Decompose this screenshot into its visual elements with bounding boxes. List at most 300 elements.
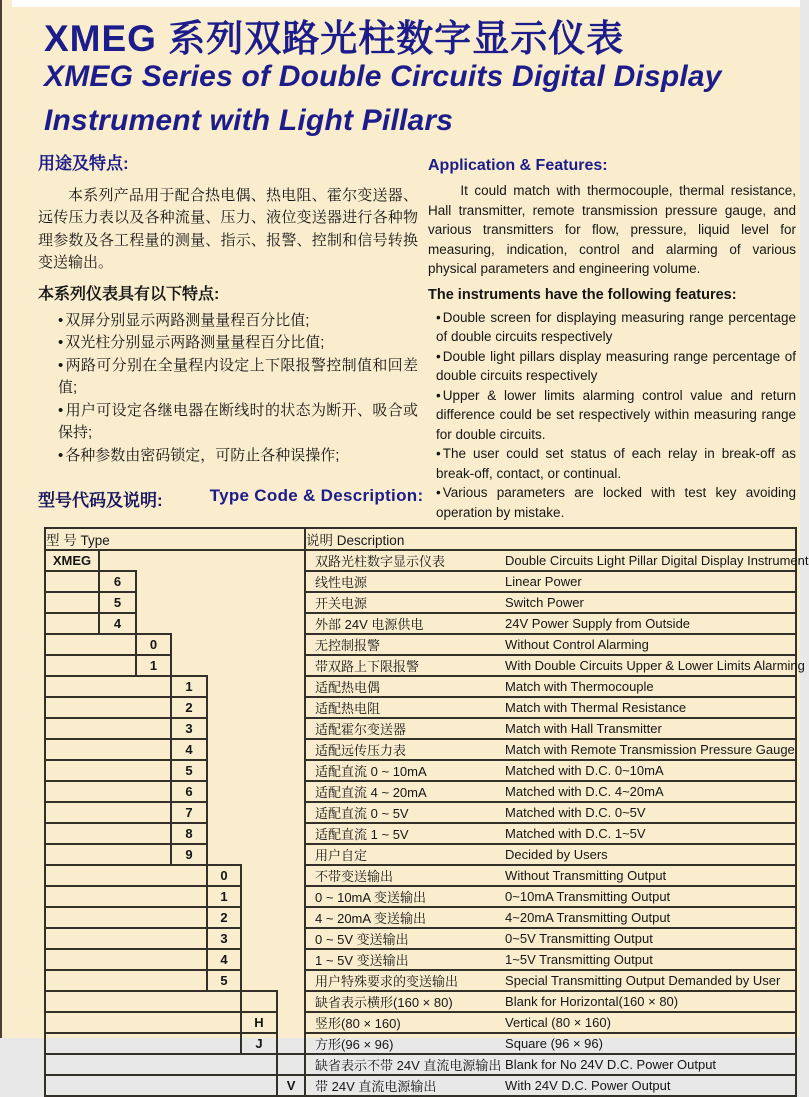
code-cell: [45, 823, 99, 844]
code-cell: [136, 844, 171, 865]
code-cell: [136, 1033, 171, 1054]
code-cell: [277, 676, 305, 697]
code-cell: [99, 1075, 136, 1096]
table-row: [45, 1012, 796, 1033]
code-cell: [136, 928, 171, 949]
bullet-icon: •: [58, 334, 64, 352]
code-cell: [136, 886, 171, 907]
feature-item: [428, 386, 796, 445]
code-cell: [99, 928, 136, 949]
code-cell: 4: [207, 949, 241, 970]
code-cell: [207, 676, 241, 697]
code-cell: [136, 1075, 171, 1096]
description-zh-cell: 适配直流 1 ~ 5V: [305, 823, 501, 844]
code-cell: [171, 886, 207, 907]
feature-item: [38, 355, 418, 400]
code-cell: [99, 844, 136, 865]
bullet-icon: •: [58, 401, 64, 419]
code-cell: [45, 1033, 99, 1054]
table-row: [45, 676, 796, 697]
application-paragraph-en: It could match with thermocouple, thermal resistance, Hall transmitter, remote transmission pressure gauge, and various transmitters for flow, pressure, liquid level for measuring, indication, control and alarming of various physical parameters and engineering volume.: [428, 183, 796, 277]
code-cell: [171, 907, 207, 928]
code-cell: [45, 592, 99, 613]
code-cell: [277, 907, 305, 928]
code-cell: [277, 634, 305, 655]
code-cell: [207, 571, 241, 592]
code-cell: [45, 886, 99, 907]
table-row: [45, 1033, 796, 1054]
table-row: [45, 865, 796, 886]
section-heading-zh: 用途及特点:: [38, 154, 129, 173]
code-cell: [171, 949, 207, 970]
code-cell: [99, 823, 136, 844]
code-cell: [277, 823, 305, 844]
table-row: [45, 1075, 796, 1096]
code-cell: [45, 739, 99, 760]
code-cell: [171, 1033, 207, 1054]
description-en-cell: Blank for Horizontal(160 × 80): [501, 991, 796, 1012]
code-cell: 1: [136, 655, 171, 676]
code-cell: [99, 1012, 136, 1033]
description-zh-cell: 适配直流 4 ~ 20mA: [305, 781, 501, 802]
code-cell: [207, 760, 241, 781]
code-cell: [277, 844, 305, 865]
description-en-cell: 24V Power Supply from Outside: [501, 613, 796, 634]
description-en-cell: With 24V D.C. Power Output: [501, 1075, 796, 1096]
code-cell: [45, 718, 99, 739]
table-row: [45, 760, 796, 781]
code-cell: [45, 865, 99, 886]
description-en-cell: 1~5V Transmitting Output: [501, 949, 796, 970]
description-en-cell: Linear Power: [501, 571, 796, 592]
code-cell: 8: [171, 823, 207, 844]
page-title-zh: XMEG 系列双路光柱数字显示仪表: [44, 18, 625, 59]
code-cell: [45, 634, 99, 655]
code-cell: [99, 550, 136, 571]
code-cell: [99, 697, 136, 718]
code-cell: [277, 1033, 305, 1054]
description-zh-cell: 1 ~ 5V 变送输出: [305, 949, 501, 970]
bullet-icon: •: [436, 348, 441, 364]
description-zh-cell: 缺省表示横形(160 × 80): [305, 991, 501, 1012]
code-cell: 3: [207, 928, 241, 949]
feature-item: [38, 332, 418, 355]
feature-text: 两路可分别在全量程内设定上下限报警控制值和回差值;: [58, 356, 418, 397]
code-cell: [136, 571, 171, 592]
feature-item: [38, 445, 418, 468]
table-row: [45, 550, 796, 571]
code-cell: 3: [171, 718, 207, 739]
code-cell: [241, 718, 277, 739]
code-cell: [277, 928, 305, 949]
description-zh-cell: 适配热电偶: [305, 676, 501, 697]
code-cell: [171, 1054, 207, 1075]
description-zh-cell: 无控制报警: [305, 634, 501, 655]
description-zh-cell: 适配远传压力表: [305, 739, 501, 760]
description-en-cell: Vertical (80 × 160): [501, 1012, 796, 1033]
code-cell: [241, 781, 277, 802]
application-section-en: [428, 154, 796, 522]
description-en-cell: Double Circuits Light Pillar Digital Display Instrument: [501, 550, 796, 571]
code-cell: [277, 760, 305, 781]
code-cell: [241, 634, 277, 655]
code-cell: [207, 781, 241, 802]
code-cell: [207, 823, 241, 844]
table-row: [45, 970, 796, 991]
code-cell: [171, 550, 207, 571]
code-cell: [277, 991, 305, 1012]
code-cell: [45, 1075, 99, 1096]
description-en-cell: Without Control Alarming: [501, 634, 796, 655]
code-cell: [99, 802, 136, 823]
table-row: [45, 991, 796, 1012]
application-paragraph-zh: 本系列产品用于配合热电偶、热电阻、霍尔变送器、远传压力表以及各种流量、压力、液位变送器进行各种物理参数及各工程量的测量、指示、报警、控制和信号转换变送输出。: [38, 186, 418, 272]
bullet-icon: •: [436, 485, 441, 501]
type-code-table: [44, 527, 809, 1097]
code-cell: [241, 655, 277, 676]
code-cell: [99, 739, 136, 760]
code-cell: [207, 1012, 241, 1033]
code-cell: [277, 1012, 305, 1033]
description-en-cell: Decided by Users: [501, 844, 796, 865]
description-zh-cell: 0 ~ 5V 变送输出: [305, 928, 501, 949]
code-cell: [45, 613, 99, 634]
code-cell: [136, 718, 171, 739]
table-row: [45, 1054, 796, 1075]
application-section-zh: [38, 152, 418, 467]
feature-text: Double light pillars display measuring range percentage of double circuits respectively: [436, 348, 796, 384]
code-cell: [171, 655, 207, 676]
code-cell: [99, 907, 136, 928]
table-row: [45, 613, 796, 634]
description-zh-cell: 适配直流 0 ~ 10mA: [305, 760, 501, 781]
table-row: [45, 739, 796, 760]
code-cell: [241, 865, 277, 886]
page-title-en-line1: XMEG Series of Double Circuits Digital Display: [44, 60, 722, 93]
table-row: [45, 718, 796, 739]
bullet-icon: •: [436, 309, 441, 325]
code-cell: [241, 571, 277, 592]
code-cell: [171, 991, 207, 1012]
code-cell: [241, 970, 277, 991]
code-cell: [171, 613, 207, 634]
type-code-heading-zh: 型号代码及说明:: [38, 491, 163, 510]
code-cell: [45, 949, 99, 970]
description-en-cell: Without Transmitting Output: [501, 865, 796, 886]
code-cell: 5: [171, 760, 207, 781]
code-cell: [277, 865, 305, 886]
description-zh-cell: 方形(96 × 96): [305, 1033, 501, 1054]
code-cell: 5: [99, 592, 136, 613]
code-cell: [277, 739, 305, 760]
description-en-cell: Match with Thermal Resistance: [501, 697, 796, 718]
table-row: [45, 823, 796, 844]
code-cell: [136, 697, 171, 718]
code-cell: [241, 760, 277, 781]
code-cell: [241, 949, 277, 970]
feature-text: Various parameters are locked with test key avoiding operation by mistake.: [436, 485, 796, 520]
description-en-cell: With Double Circuits Upper & Lower Limits Alarming: [501, 655, 796, 676]
description-en-cell: Matched with D.C. 0~5V: [501, 802, 796, 823]
description-en-cell: Match with Remote Transmission Pressure Gauge: [501, 739, 796, 760]
description-en-cell: 4~20mA Transmitting Output: [501, 907, 796, 928]
code-cell: [207, 592, 241, 613]
code-cell: [99, 970, 136, 991]
code-cell: [99, 634, 136, 655]
code-cell: [45, 970, 99, 991]
code-cell: [277, 949, 305, 970]
code-cell: [277, 571, 305, 592]
code-cell: [207, 802, 241, 823]
type-code-heading-en: Type Code & Description:: [209, 486, 424, 505]
description-en-cell: Switch Power: [501, 592, 796, 613]
feature-text: 用户可设定各继电器在断线时的状态为断开、吸合或保持;: [58, 401, 418, 442]
code-cell: [207, 844, 241, 865]
description-en-cell: Square (96 × 96): [501, 1033, 796, 1054]
code-cell: [277, 697, 305, 718]
scan-left-edge: [0, 0, 2, 1038]
code-cell: [136, 970, 171, 991]
code-cell: J: [241, 1033, 277, 1054]
code-cell: V: [277, 1075, 305, 1096]
code-cell: [136, 592, 171, 613]
code-cell: [171, 1012, 207, 1033]
feature-item: [428, 308, 796, 347]
code-cell: [45, 781, 99, 802]
code-cell: [99, 760, 136, 781]
description-zh-cell: 适配热电阻: [305, 697, 501, 718]
code-cell: [99, 991, 136, 1012]
code-cell: [241, 676, 277, 697]
code-cell: 1: [207, 886, 241, 907]
code-cell: [136, 865, 171, 886]
description-en-cell: 0~5V Transmitting Output: [501, 928, 796, 949]
code-cell: H: [241, 1012, 277, 1033]
code-cell: 7: [171, 802, 207, 823]
code-cell: [277, 550, 305, 571]
code-cell: 2: [171, 697, 207, 718]
feature-text: 双屏分别显示两路测量量程百分比值;: [65, 311, 310, 329]
code-cell: [45, 571, 99, 592]
code-cell: [45, 676, 99, 697]
description-zh-cell: 适配霍尔变送器: [305, 718, 501, 739]
code-cell: [241, 823, 277, 844]
description-zh-cell: 适配直流 0 ~ 5V: [305, 802, 501, 823]
code-cell: [136, 991, 171, 1012]
feature-text: Double screen for displaying measuring range percentage of double circuits respectively: [436, 309, 796, 345]
table-row: [45, 634, 796, 655]
code-cell: [45, 991, 99, 1012]
description-zh-cell: 用户自定: [305, 844, 501, 865]
bullet-icon: •: [436, 446, 441, 462]
code-cell: [241, 928, 277, 949]
table-header-row: [45, 528, 796, 550]
code-cell: 6: [171, 781, 207, 802]
code-cell: [171, 592, 207, 613]
code-cell: [45, 802, 99, 823]
code-cell: [99, 1033, 136, 1054]
code-cell: [241, 886, 277, 907]
code-cell: [277, 970, 305, 991]
code-cell: [45, 760, 99, 781]
code-cell: [277, 886, 305, 907]
code-cell: [136, 802, 171, 823]
code-cell: [277, 802, 305, 823]
feature-text: The user could set status of each relay in break-off as break-off, contact, or continual.: [436, 446, 796, 481]
table-row: [45, 571, 796, 592]
description-zh-cell: 带双路上下限报警: [305, 655, 501, 676]
code-cell: [171, 928, 207, 949]
table-row: [45, 697, 796, 718]
code-cell: [207, 1033, 241, 1054]
table-row: [45, 886, 796, 907]
feature-text: Upper & lower limits alarming control value and return difference could be set respectively within measuring range for double circuits.: [436, 387, 796, 442]
description-en-cell: Match with Hall Transmitter: [501, 718, 796, 739]
code-cell: [45, 697, 99, 718]
table-row: [45, 949, 796, 970]
code-cell: [241, 1054, 277, 1075]
code-cell: [241, 697, 277, 718]
code-cell: [136, 760, 171, 781]
code-cell: 4: [99, 613, 136, 634]
code-cell: [171, 1075, 207, 1096]
code-cell: [136, 676, 171, 697]
code-cell: [99, 781, 136, 802]
code-cell: [45, 1054, 99, 1075]
code-cell: [136, 1054, 171, 1075]
table-row: [45, 907, 796, 928]
code-cell: [136, 907, 171, 928]
description-zh-cell: 0 ~ 10mA 变送输出: [305, 886, 501, 907]
code-cell: [207, 1054, 241, 1075]
code-cell: [136, 823, 171, 844]
code-cell: 9: [171, 844, 207, 865]
features-heading-zh: 本系列仪表具有以下特点:: [38, 285, 220, 303]
description-zh-cell: 双路光柱数字显示仪表: [305, 550, 501, 571]
code-cell: [241, 739, 277, 760]
code-cell: [45, 928, 99, 949]
description-zh-cell: 不带变送输出: [305, 865, 501, 886]
description-en-cell: Match with Thermocouple: [501, 676, 796, 697]
table-row: [45, 802, 796, 823]
code-cell: 5: [207, 970, 241, 991]
code-cell: [45, 907, 99, 928]
feature-item: [38, 400, 418, 445]
description-zh-cell: 开关电源: [305, 592, 501, 613]
code-cell: [241, 907, 277, 928]
scan-top-edge: [12, 0, 800, 7]
code-cell: [99, 655, 136, 676]
code-cell: [207, 718, 241, 739]
description-zh-cell: 用户特殊要求的变送输出: [305, 970, 501, 991]
code-cell: [171, 634, 207, 655]
description-en-cell: Special Transmitting Output Demanded by User: [501, 970, 796, 991]
code-cell: [136, 949, 171, 970]
code-cell: [45, 1012, 99, 1033]
bullet-icon: •: [58, 446, 64, 464]
code-cell: [99, 886, 136, 907]
code-cell: [207, 550, 241, 571]
description-zh-cell: 竖形(80 × 160): [305, 1012, 501, 1033]
code-cell: [207, 655, 241, 676]
features-list-zh: [38, 310, 418, 468]
bullet-icon: •: [436, 387, 441, 403]
description-zh-cell: 带 24V 直流电源输出: [305, 1075, 501, 1096]
code-cell: [241, 991, 277, 1012]
code-cell: 6: [99, 571, 136, 592]
code-cell: [45, 655, 99, 676]
code-cell: 4: [171, 739, 207, 760]
section-heading-en: Application & Features:: [428, 157, 608, 174]
type-column-header: 型 号 Type: [45, 528, 305, 550]
code-cell: [241, 550, 277, 571]
description-en-cell: 0~10mA Transmitting Output: [501, 886, 796, 907]
description-en-cell: Blank for No 24V D.C. Power Output: [501, 1054, 796, 1075]
code-cell: 0: [136, 634, 171, 655]
table-row: [45, 928, 796, 949]
code-cell: [136, 739, 171, 760]
code-cell: [241, 802, 277, 823]
code-cell: [99, 949, 136, 970]
code-cell: [136, 781, 171, 802]
description-zh-cell: 缺省表示不带 24V 直流电源输出: [305, 1054, 501, 1075]
code-cell: [277, 718, 305, 739]
code-cell: 2: [207, 907, 241, 928]
code-cell: [207, 634, 241, 655]
code-cell: [207, 739, 241, 760]
code-cell: [241, 613, 277, 634]
code-cell: XMEG: [45, 550, 99, 571]
table-row: [45, 844, 796, 865]
description-en-cell: Matched with D.C. 1~5V: [501, 823, 796, 844]
code-cell: [99, 676, 136, 697]
code-cell: [99, 1054, 136, 1075]
code-cell: [277, 592, 305, 613]
bullet-icon: •: [58, 356, 64, 374]
description-column-header: 说明 Description: [305, 528, 796, 550]
code-cell: [277, 1054, 305, 1075]
code-cell: [207, 613, 241, 634]
code-cell: [241, 592, 277, 613]
description-zh-cell: 线性电源: [305, 571, 501, 592]
code-cell: [277, 613, 305, 634]
code-cell: [277, 655, 305, 676]
feature-text: 双光柱分别显示两路测量量程百分比值;: [65, 334, 325, 352]
description-zh-cell: 4 ~ 20mA 变送输出: [305, 907, 501, 928]
table-row: [45, 781, 796, 802]
type-code-heading-row: [38, 486, 758, 511]
code-cell: [99, 865, 136, 886]
code-cell: [241, 1075, 277, 1096]
code-cell: [207, 1075, 241, 1096]
code-cell: [277, 781, 305, 802]
table-row: [45, 655, 796, 676]
code-cell: 1: [171, 676, 207, 697]
code-cell: [207, 697, 241, 718]
code-cell: [136, 613, 171, 634]
code-cell: [99, 718, 136, 739]
table-row: [45, 592, 796, 613]
description-en-cell: Matched with D.C. 0~10mA: [501, 760, 796, 781]
description-en-cell: Matched with D.C. 4~20mA: [501, 781, 796, 802]
code-cell: [171, 970, 207, 991]
feature-text: 各种参数由密码锁定，可防止各种误操作;: [65, 446, 340, 464]
code-cell: [45, 844, 99, 865]
code-cell: [171, 865, 207, 886]
code-cell: [136, 550, 171, 571]
feature-item: [428, 444, 796, 483]
page-title-en-line2: Instrument with Light Pillars: [44, 104, 454, 137]
